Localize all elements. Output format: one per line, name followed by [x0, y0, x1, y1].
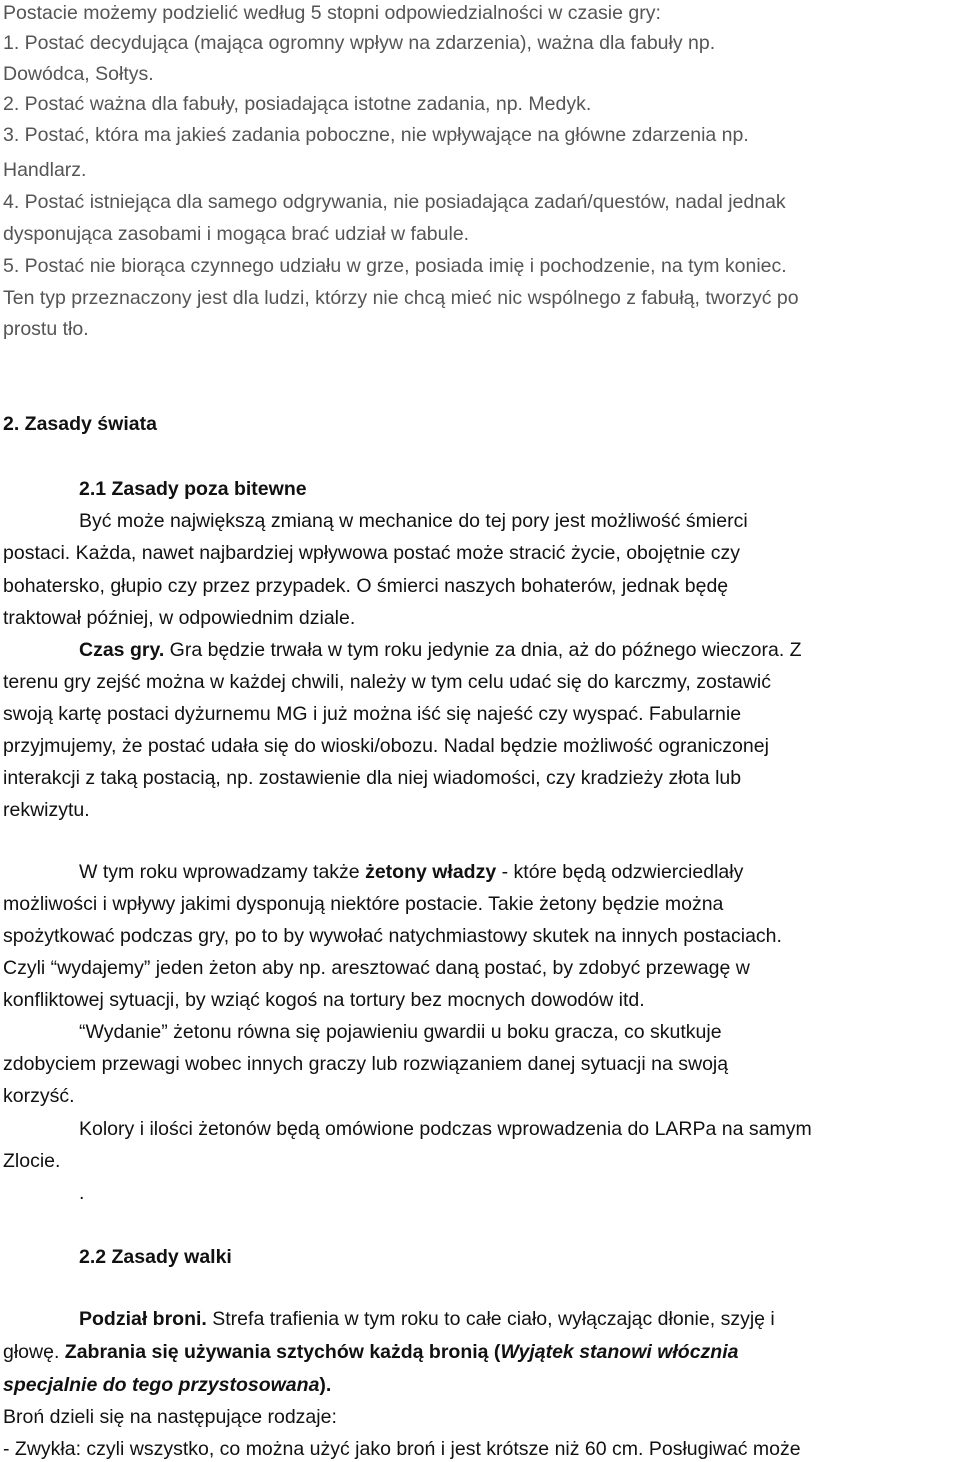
levels-intro: Postacie możemy podzielić według 5 stopni odpowiedzialności w czasie gry: — [3, 2, 661, 24]
weapons-line-4: Broń dzieli się na następujące rodzaje: — [3, 1406, 337, 1428]
section-2-heading: 2. Zasady świata — [3, 413, 157, 435]
zetony-post: - które będą odzwierciedlały — [496, 861, 744, 883]
level-3-line-2: Handlarz. — [3, 159, 87, 181]
level-5-note-line-1: Ten typ przeznaczony jest dla ludzi, którzy nie chcą mieć nic wspólnego z fabułą, tworzyć po — [3, 287, 799, 309]
paragraph-4-line-1: “Wydanie” żetonu równa się pojawieniu gwardii u boku gracza, co skutkuje — [79, 1021, 722, 1043]
level-4-line-2: dysponująca zasobami i mogąca brać udział w fabule. — [3, 223, 470, 245]
paragraph-1-line-1: Być może największą zmianą w mechanice do tej pory jest możliwość śmierci — [79, 510, 748, 532]
level-5: 5. Postać nie biorąca czynnego udziału w grze, posiada imię i pochodzenie, na tym koniec. — [3, 255, 787, 277]
paragraph-2-line-1 — [79, 637, 802, 663]
level-3-line-1: 3. Postać, która ma jakieś zadania poboczne, nie wpływające na główne zdarzenia np. — [3, 124, 749, 146]
czas-gry-text: Gra będzie trwała w tym roku jedynie za dnia, aż do późnego wieczora. Z — [164, 639, 802, 661]
paragraph-3-line-3: spożytkować podczas gry, po to by wywołać natychmiastowy skutek na innych postaciach. — [3, 925, 782, 947]
weapons-line-5: - Zwykła: czyli wszystko, co można użyć jako broń i jest krótsze niż 60 cm. Posługiwać może — [3, 1438, 801, 1460]
zetony-wladzy-term: żetony władzy — [365, 861, 497, 883]
paragraph-2-line-6: rekwizytu. — [3, 799, 90, 821]
paragraph-1-line-2: postaci. Każda, nawet najbardziej wpływowa postać może stracić życie, obojętnie czy — [3, 542, 741, 564]
paragraph-4-line-2: zdobyciem przewagi wobec innych graczy lub rozwiązaniem danej sytuacji na swoją — [3, 1053, 729, 1075]
paragraph-3-line-4: Czyli “wydajemy” jeden żeton aby np. aresztować daną postać, by zdobyć przewagę w — [3, 957, 750, 979]
paragraph-2-line-5: interakcji z taką postacią, np. zostawienie dla niej wiadomości, czy kradzieży złota lub — [3, 767, 742, 789]
podzial-broni-label: Podział broni. — [79, 1308, 207, 1330]
level-2: 2. Postać ważna dla fabuły, posiadająca istotne zadania, np. Medyk. — [3, 93, 592, 115]
level-4-line-1: 4. Postać istniejąca dla samego odgrywania, nie posiadająca zadań/questów, nadal jednak — [3, 191, 786, 213]
level-1-line-1: 1. Postać decydująca (mająca ogromny wpływ na zdarzenia), ważna dla fabuły np. — [3, 32, 716, 54]
paragraph-3-line-1 — [79, 859, 743, 885]
thrust-ban: Zabrania się używania sztychów każdą bronią ( — [64, 1341, 501, 1363]
paragraph-5-line-1: Kolory i ilości żetonów będą omówione podczas wprowadzenia do LARPa na samym — [79, 1118, 812, 1140]
paragraph-2-line-4: przyjmujemy, że postać udała się do wioski/obozu. Nadal będzie możliwość ograniczonej — [3, 735, 769, 757]
weapons-line-1 — [79, 1306, 775, 1332]
paragraph-3-line-5: konfliktowej sytuacji, by wziąć kogoś na tortury bez mocnych dowodów itd. — [3, 989, 645, 1011]
spear-exception: Wyjątek stanowi włócznia — [500, 1341, 739, 1363]
spear-exception-cont: specjalnie do tego przystosowana — [3, 1374, 320, 1396]
spear-exception-close: ). — [319, 1374, 332, 1396]
weapons-line-3 — [3, 1372, 331, 1398]
paragraph-2-line-3: swoją kartę postaci dyżurnemu MG i już można iść się najeść czy wyspać. Fabularnie — [3, 703, 742, 725]
paragraph-1-line-4: traktował później, w odpowiednim dziale. — [3, 607, 356, 629]
paragraph-4-line-3: korzyść. — [3, 1085, 75, 1107]
level-5-note-line-2: prostu tło. — [3, 318, 89, 340]
section-2-1-heading: 2.1 Zasady poza bitewne — [79, 478, 307, 500]
paragraph-3-line-2: możliwości i wpływy jakimi dysponują niektóre postacie. Takie żetony będzie można — [3, 893, 724, 915]
section-2-2-heading: 2.2 Zasady walki — [79, 1246, 232, 1268]
paragraph-5-line-2: Zlocie. — [3, 1150, 61, 1172]
zetony-pre: W tym roku wprowadzamy także — [79, 861, 366, 883]
weapons-line-2-pre: głowę. — [3, 1341, 65, 1363]
paragraph-5-line-3: . — [79, 1182, 85, 1204]
podzial-broni-text: Strefa trafienia w tym roku to całe ciało, wyłączając dłonie, szyję i — [206, 1308, 775, 1330]
paragraph-2-line-2: terenu gry zejść można w każdej chwili, należy w tym celu udać się do karczmy, zostawić — [3, 671, 772, 693]
weapons-line-2 — [3, 1339, 738, 1365]
level-1-line-2: Dowódca, Sołtys. — [3, 63, 154, 85]
czas-gry-label: Czas gry. — [79, 639, 165, 661]
paragraph-1-line-3: bohatersko, głupio czy przez przypadek. O śmierci naszych bohaterów, jednak będę — [3, 575, 729, 597]
